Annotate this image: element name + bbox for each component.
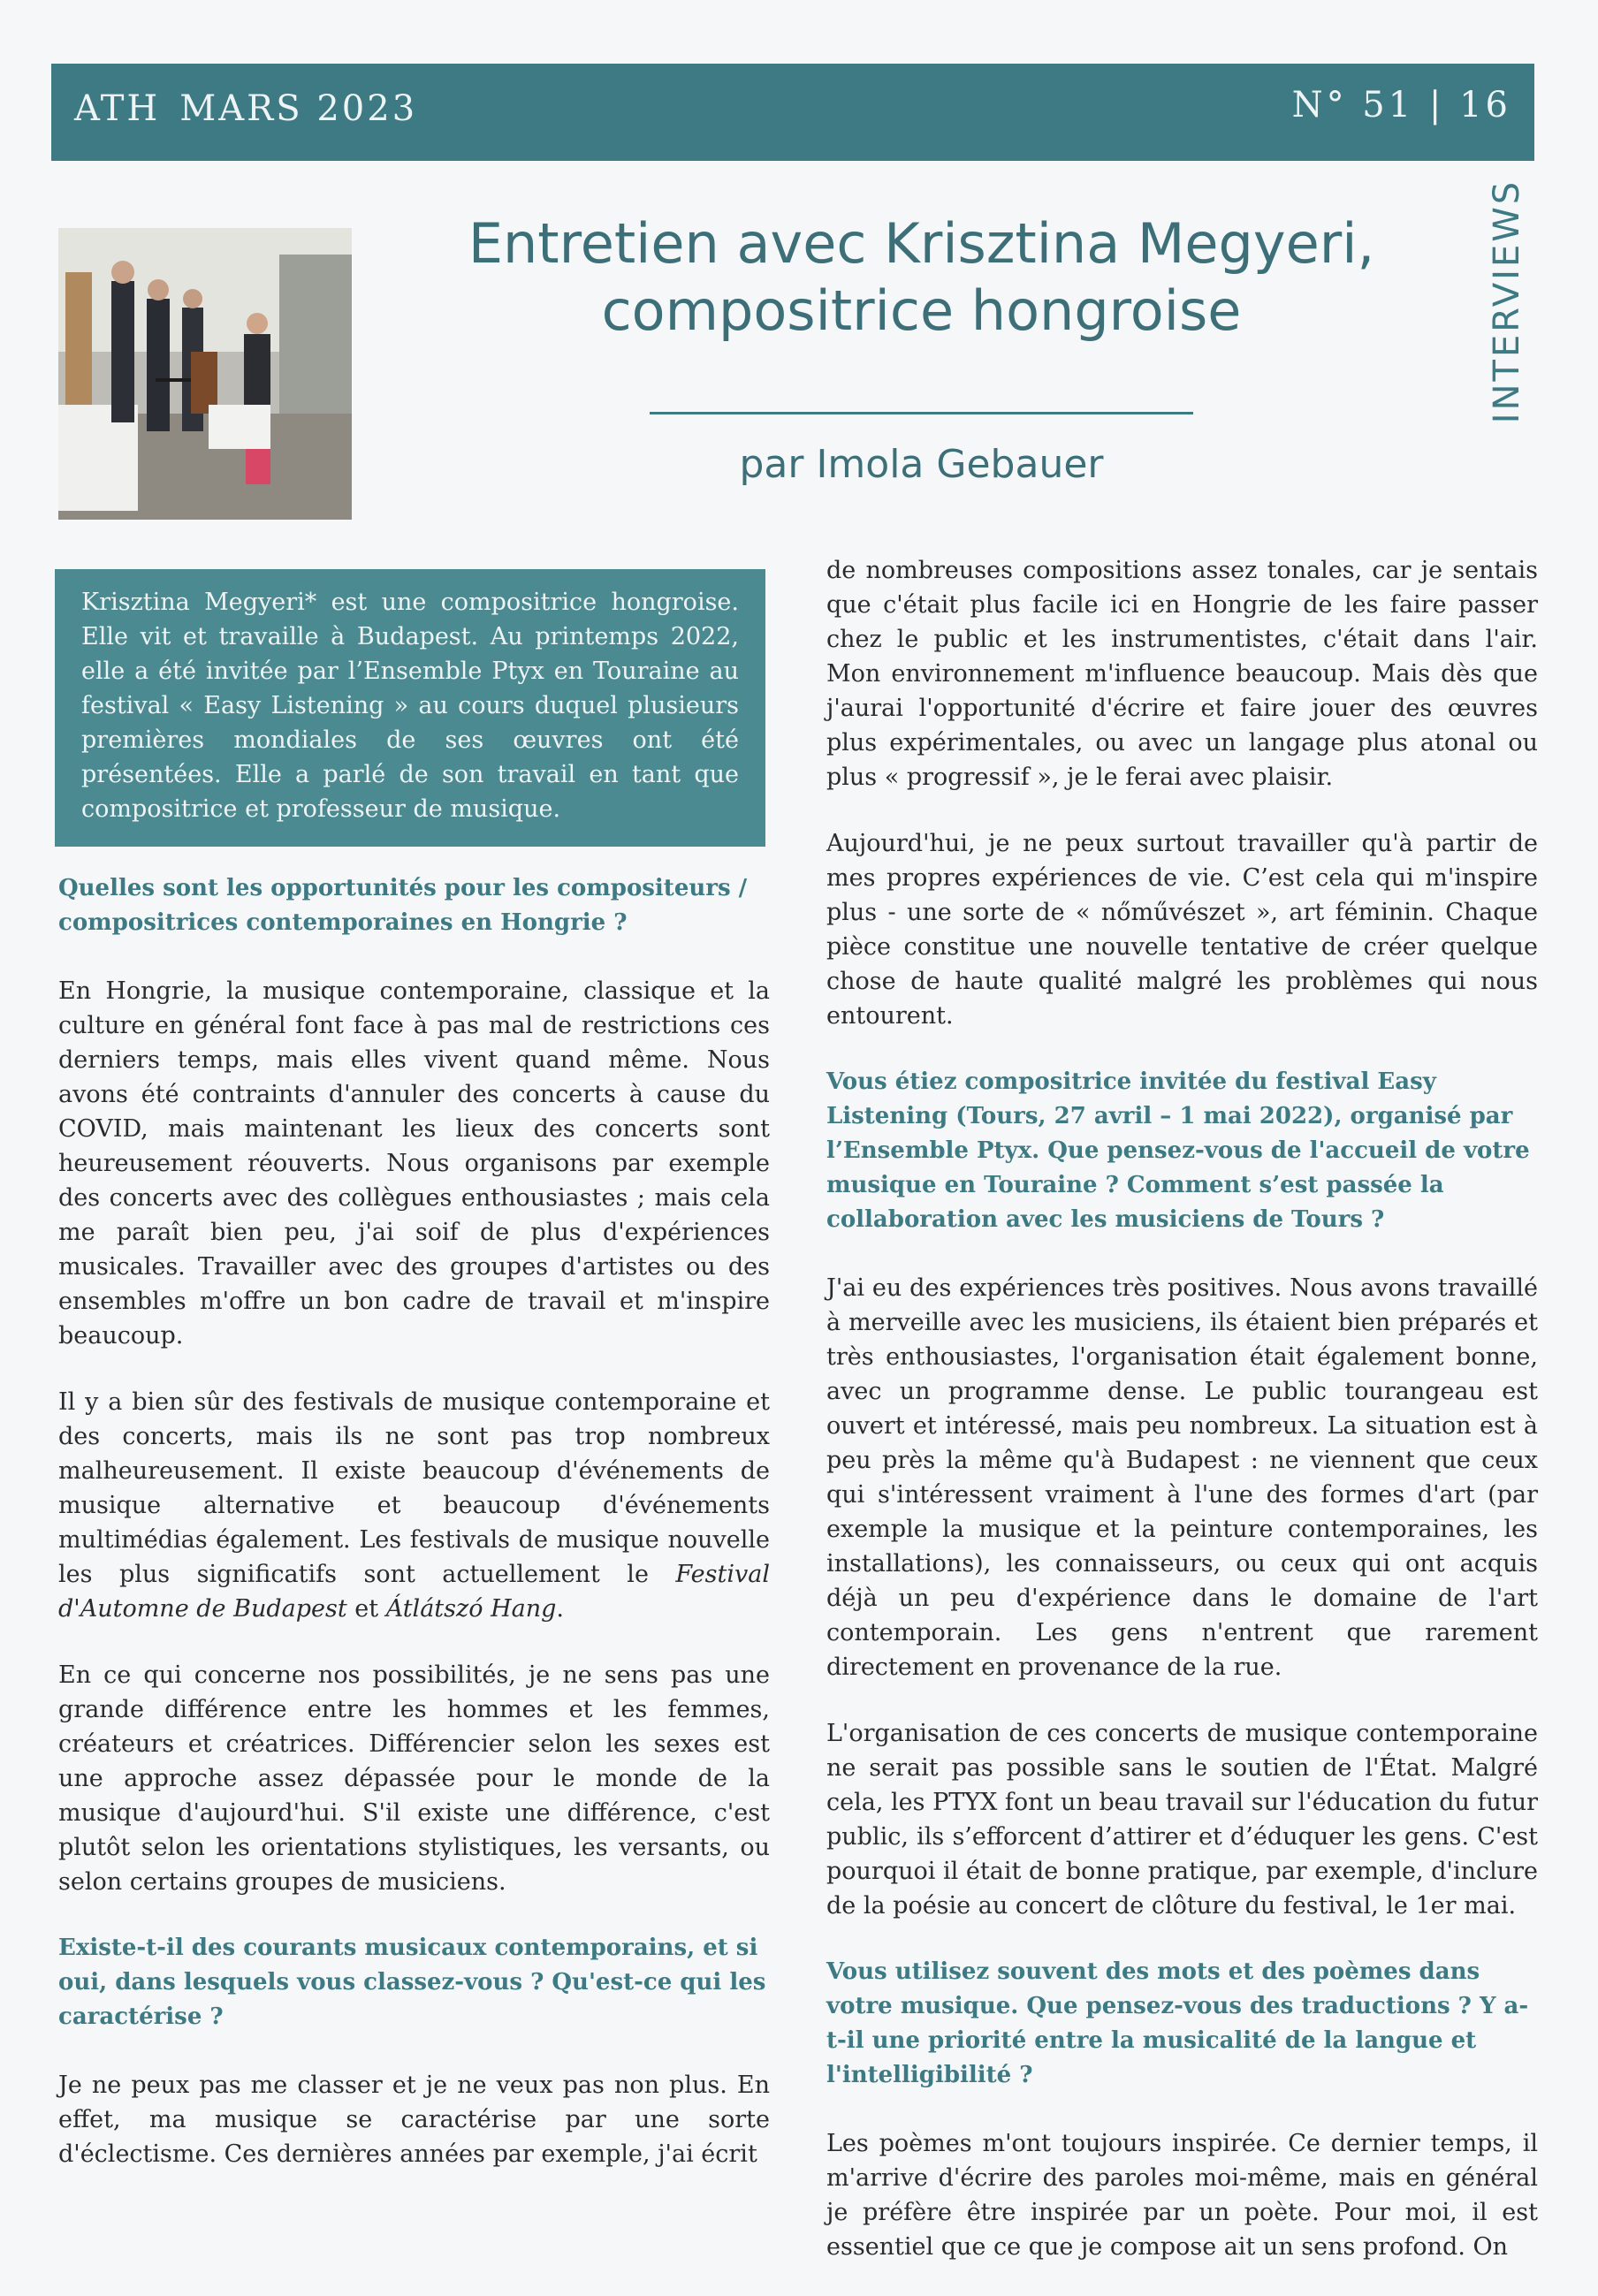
- question-1: Quelles sont les opportunités pour les compositeurs / compositrices contemporaines en Hongrie ?: [58, 875, 748, 936]
- right-column: [826, 553, 1538, 2296]
- concert-photo-illustration: [58, 228, 352, 520]
- header-left: [74, 88, 437, 129]
- header-band: [51, 64, 1534, 161]
- paragraph-4: Je ne peux pas me classer et je ne veux pas non plus. En effet, ma musique se caractérise par une sorte d'éclectisme. Ces dernières années par exemple, j'ai écrit: [58, 2072, 770, 2168]
- festival-name-2: Átlátszó Hang: [385, 1595, 557, 1623]
- paragraph-7: J'ai eu des expériences très positives. Nous avons travaillé à merveille avec les musiciens, ils étaient bien préparés et très enthousiastes, l'organisation était également bonne, avec un programme dense. Le public tourangeau est ouvert et intéressé, mais peu nombreux. La situation est à peu près la même qu'à Budapest : ne viennent que ceux qui s'intéressent vraiment à l'une des formes d'art (par exemple la musique et la peinture contemporaines, les installations), les connaisseurs, ou ceux qui ont acquis déjà un peu d'expérience dans le domaine de l'art contemporain. Les gens n'entrent que rarement directement en provenance de la rue.: [826, 1274, 1538, 1681]
- issue-date: MARS 2023: [179, 88, 418, 129]
- byline: par Imola Gebauer: [739, 442, 1104, 487]
- left-column: [58, 871, 770, 2203]
- title-divider: [650, 412, 1193, 414]
- festival-name-1: Festival d'Automne de Budapest: [58, 1561, 770, 1623]
- paragraph-6: Aujourd'hui, je ne peux surtout travailler qu'à partir de mes propres expériences de vie. C’est cela qui m'inspire plus - une sorte de « nőművészet », art féminin. Chaque pièce constitue une nouvelle tentative de créer quelque chose de haute qualité malgré les problèmes qui nous entourent.: [826, 830, 1538, 1030]
- paragraph-2-start: Il y a bien sûr des festivals de musique contemporaine et des concerts, mais ils ne sont pas trop nombreux malheureusement. Il existe beaucoup d'événements de musique alternative et beaucoup d'événements multimédias également. Les festivals de musique nouvelle les plus significatifs sont actuellement le: [58, 1388, 770, 1588]
- section-label: [1485, 173, 1529, 430]
- paragraph-3: En ce qui concerne nos possibilités, je ne sens pas une grande différence entre les hommes et les femmes, créateurs et créatrices. Différencier selon les sexes est une approche assez dépassée pour le monde de la musique d'aujourd'hui. S'il existe une différence, c'est plutôt selon les orientations stylistiques, les versants, ou selon certains groupes de musiciens.: [58, 1661, 770, 1896]
- issue-number: N° 51 | 16: [1291, 85, 1511, 125]
- question-4: Vous utilisez souvent des mots et des poèmes dans votre musique. Que pensez-vous des traductions ? Y a-t-il une priorité entre la musicalité de la langue et l'intelligibilité ?: [826, 1958, 1529, 2088]
- title-line-2: compositrice hongroise: [601, 278, 1242, 343]
- paragraph-5: de nombreuses compositions assez tonales, car je sentais que c'était plus facile ici en Hongrie de les faire passer chez le public et les instrumentistes, c'était dans l'air. Mon environnement m'influence beaucoup. Mais dès que j'aurai l'opportunité d'écrire et faire jouer des œuvres plus expérimentales, ou avec un langage plus atonal ou plus « progressif », je le ferai avec plaisir.: [826, 557, 1538, 791]
- paragraph-9: Les poèmes m'ont toujours inspirée. Ce dernier temps, il m'arrive d'écrire des paroles moi-même, mais en général je préfère être inspirée par un poète. Pour moi, il est essentiel que ce que je compose ait un sens profond. On: [826, 2130, 1538, 2261]
- article-title: [371, 210, 1472, 345]
- title-line-1: Entretien avec Krisztina Megyeri,: [468, 211, 1375, 276]
- concert-photo: [58, 228, 352, 520]
- intro-box: Krisztina Megyeri* est une compositrice hongroise. Elle vit et travaille à Budapest. Au printemps 2022, elle a été invitée par l’Ensemble Ptyx en Touraine au festival « Easy Listening » au cours duquel plusieurs premières mondiales de ses œuvres ont été présentées. Elle a parlé de son travail en tant que compositrice et professeur de musique.: [55, 569, 765, 847]
- question-2: Existe-t-il des courants musicaux contemporains, et si oui, dans lesquels vous classez-vous ? Qu'est-ce qui les caractérise ?: [58, 1935, 766, 2030]
- paragraph-2-end: .: [556, 1595, 564, 1623]
- section-label-text: INTERVIEWS: [1487, 179, 1527, 424]
- paragraph-2-mid: et: [346, 1595, 386, 1623]
- paragraph-8: L'organisation de ces concerts de musique contemporaine ne serait pas possible sans le soutien de l'État. Malgré cela, les PTYX font un beau travail sur l'éducation du futur public, ils s’efforcent d’attirer et d’éduquer les gens. C'est pourquoi il était de bonne pratique, par exemple, d'inclure de la poésie au concert de clôture du festival, le 1er mai.: [826, 1720, 1538, 1920]
- question-3: Vous étiez compositrice invitée du festival Easy Listening (Tours, 27 avril – 1 mai 2022), organisé par l’Ensemble Ptyx. Que pensez-vous de l'accueil de votre musique en Touraine ? Comment s’est passée la collaboration avec les musiciens de Tours ?: [826, 1068, 1530, 1233]
- paragraph-2: [58, 1385, 770, 1626]
- publication-name: ATH: [74, 88, 161, 129]
- paragraph-1: En Hongrie, la musique contemporaine, classique et la culture en général font face à pas mal de restrictions ces derniers temps, mais elles vivent quand même. Nous avons été contraints d'annuler des concerts à cause du COVID, mais maintenant les lieux des concerts sont heureusement réouverts. Nous organisons par exemple des concerts avec des collègues enthousiastes ; mais cela me paraît bien peu, j'ai soif de plus d'expériences musicales. Travailler avec des groupes d'artistes ou des ensembles m'offre un bon cadre de travail et m'inspire beaucoup.: [58, 977, 770, 1349]
